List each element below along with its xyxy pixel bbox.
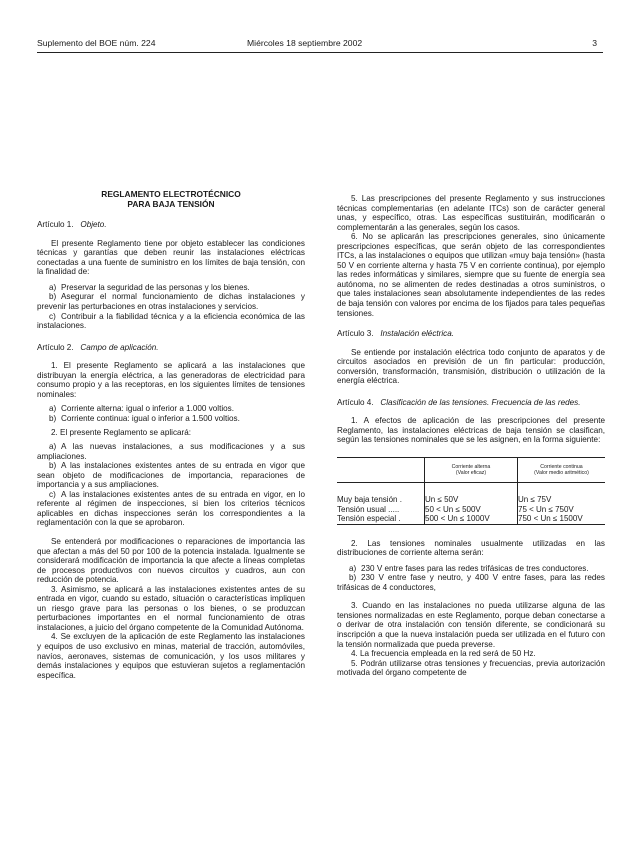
article-title: Objeto. (80, 220, 107, 230)
publication-date: Miércoles 18 septiembre 2002 (247, 38, 363, 48)
list-item: a) Corriente alterna: igual o inferior a 1.000 voltios. (49, 404, 234, 414)
list-item: b) Asegurar el normal funcionamiento de dichas instalaciones y prevenir las perturbaciones en otras instalaciones y servicios. (37, 292, 305, 312)
paragraph: Se entiende por instalación eléctrica todo conjunto de aparatos y de circuitos asociados en previsión de un fin particular: producción, conversión, transformación, transmisión, distribución o utilización de la energía eléctrica. (337, 347, 605, 386)
paragraph: Se entenderá por modificaciones o reparaciones de importancia las que afectan a más del 50 por 100 de la potencia instalada. Igualmente se considerará modificación de importancia la que afecte a líneas completas de procesos productivos con nuevos circuitos y cuadros, aun con reducción de potencia. (37, 536, 305, 585)
article-title: Clasificación de las tensiones. Frecuencia de las redes. (380, 397, 581, 407)
page-header (37, 36, 603, 52)
publication-name: Suplemento del BOE núm. 224 (37, 38, 156, 48)
list-item: c) A las instalaciones existentes antes de su entrada en vigor, en lo referente al régimen de inspecciones, si bien los criterios técnicos aplicables en dichas inspecciones serán los correspondientes a la reglamentación con la que se aprobaron. (37, 489, 305, 528)
article-number: Artículo 4. (337, 397, 374, 407)
column-header-dc: Corriente continua (Valor medio aritmético) (518, 458, 606, 483)
table-cell: 750 < Un ≤ 1500V (518, 514, 606, 524)
left-column (37, 190, 305, 680)
article-number: Artículo 1. (37, 220, 74, 230)
table-cell: Tensión usual ..... (337, 504, 400, 514)
table-cell: Un ≤ 75V (518, 483, 606, 505)
document-title (37, 190, 305, 209)
article-3-heading (337, 329, 605, 339)
column-header-ac: Corriente alterna (Valor eficaz) (425, 458, 518, 483)
table-cell: 500 < Un ≤ 1000V (425, 514, 518, 524)
paragraph: 4. La frecuencia empleada en la red será de 50 Hz. (351, 649, 536, 659)
list-item: a) A las nuevas instalaciones, a sus modificaciones y a sus ampliaciones. (37, 442, 305, 461)
paragraph: 5. Podrán utilizarse otras tensiones y frecuencias, previa autorización motivada del órgano competente de (337, 658, 605, 678)
right-column (337, 194, 605, 678)
voltage-classification-table (337, 457, 605, 525)
list-item: a) Preservar la seguridad de las personas y los bienes. (49, 282, 250, 292)
table-row (337, 483, 605, 505)
table-header-row (337, 458, 605, 483)
paragraph: 5. Las prescripciones del presente Reglamento y sus instrucciones técnicas complementarias (en adelante ITCs) son de carácter general unas, y específico, otras. Las específicas sustituirán, modificarán o complementarán a las generales, según los casos. (337, 194, 605, 232)
paragraph: 2. Las tensiones nominales usualmente utilizadas en las distribuciones de corriente alterna serán: (337, 538, 605, 558)
header-divider (37, 52, 603, 53)
title-line-1: REGLAMENTO ELECTROTÉCNICO (101, 189, 241, 199)
article-number: Artículo 3. (337, 329, 374, 339)
article-1-heading (37, 220, 305, 230)
title-line-2: PARA BAJA TENSIÓN (127, 198, 215, 209)
article-title: Instalación eléctrica. (380, 329, 454, 339)
article-2-heading (37, 343, 305, 353)
table-row (337, 514, 605, 524)
paragraph: 6. No se aplicarán las prescripciones generales, sino únicamente prescripciones específicas, que serán objeto de las correspondientes ITCs, a las instalaciones o equipos que utilizan «muy baja tensión» (hasta 50 V en corriente alterna y hasta 75 V en corriente continua), por ejemplo las redes informáticas y similares, siempre que su fuente de energía sea autónoma, no se alimenten de redes destinadas a otros suministros, o que tales instalaciones sean absolutamente independientes de las redes de baja tensión con valores por encima de los fijados para tales pequeñas tensiones. (337, 232, 605, 318)
table-cell: Un ≤ 50V (425, 483, 518, 505)
list-item: b) Corriente continua: igual o inferior a 1.500 voltios. (49, 413, 240, 423)
paragraph: 4. Se excluyen de la aplicación de este Reglamento las instalaciones y equipos de uso exclusivo en minas, material de tracción, automóviles, navíos, aeronaves, sistemas de comunicación, y los usos militares y demás instalaciones y equipos que estuvieran sujetos a reglamentación específica. (37, 632, 305, 680)
article-number: Artículo 2. (37, 342, 74, 352)
list-item: c) Contribuir a la fiabilidad técnica y a la eficiencia económica de las instalaciones. (37, 311, 305, 331)
paragraph: 2. El presente Reglamento se aplicará: (51, 428, 192, 438)
table-row (337, 505, 605, 514)
table-cell: Tensión especial . (337, 514, 425, 524)
paragraph: El presente Reglamento tiene por objeto establecer las condiciones técnicas y garantías que deben reunir las instalaciones eléctricas conectadas a una fuente de suministro en los límites de baja tensión, con la finalidad de: (37, 238, 305, 277)
voltage-limits (37, 404, 305, 423)
article-title: Campo de aplicación. (80, 342, 159, 352)
page-number: 3 (592, 38, 597, 48)
table-cell: 50 < Un ≤ 500V (425, 505, 518, 514)
paragraph: 3. Asimismo, se aplicará a las instalaciones existentes antes de su entrada en vigor, cuando su estado, situación o características impliquen un riesgo grave para las personas o los bienes, o se produzcan perturbaciones importantes en el normal funcionamiento de otras instalaciones, a juicio del órgano competente de la Comunidad Autónoma. (37, 584, 305, 632)
list-item: b) 230 V entre fase y neutro, y 400 V entre fases, para las redes trifásicas de 4 conductores, (337, 573, 605, 592)
list-item: a) 230 V entre fases para las redes trifásicas de tres conductores. (349, 563, 589, 573)
table-cell: 75 < Un ≤ 750V (518, 505, 606, 514)
paragraph: 1. El presente Reglamento se aplicará a las instalaciones que distribuyan la energía eléctrica, a las generadoras de electricidad para consumo propio y a las receptoras, en los siguientes límites de tensiones nominales: (37, 361, 305, 399)
paragraph: 3. Cuando en las instalaciones no pueda utilizarse alguna de las tensiones normalizadas en este Reglamento, porque deban conectarse a o derivar de otra instalación con tensión diferente, se condicionará su inscripción a que la nueva instalación pueda ser utilizada en el futuro con la tensión normalizada que pueda preverse. (337, 601, 605, 649)
list-item: b) A las instalaciones existentes antes de su entrada en vigor que sean objeto de modificaciones de importancia, reparaciones de importancia y a sus ampliaciones. (37, 461, 305, 490)
table-cell: Muy baja tensión . (337, 495, 402, 505)
article-4-heading (337, 398, 605, 408)
paragraph: 1. A efectos de aplicación de las prescripciones del presente Reglamento, las instalaciones eléctricas de baja tensión se clasifican, según las tensiones nominales que se les asignen, en la forma siguiente: (337, 416, 605, 445)
